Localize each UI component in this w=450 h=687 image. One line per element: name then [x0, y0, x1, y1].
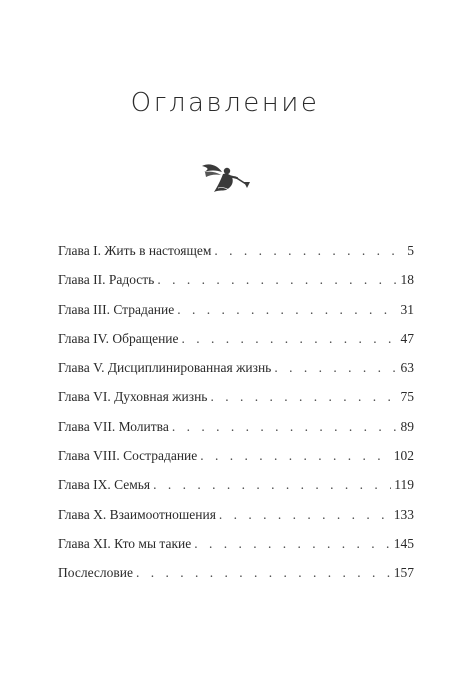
dot-leader [182, 329, 398, 349]
toc-entry[interactable] [58, 387, 414, 416]
toc-entry[interactable] [58, 417, 414, 446]
dot-leader [219, 505, 391, 525]
dot-leader [194, 534, 391, 554]
angel-with-trumpet-icon [196, 160, 256, 196]
toc-entry-title: Послесловие [58, 565, 133, 581]
dot-leader [210, 387, 397, 407]
toc-entry-page: 133 [393, 506, 414, 522]
toc-entry-title: Глава IX. Семья [58, 477, 151, 493]
toc-entry-title: Глава IV. Обращение [58, 330, 179, 346]
toc-entry[interactable] [58, 270, 414, 299]
dot-leader [274, 358, 397, 378]
toc-entry[interactable] [58, 534, 414, 563]
page-title: Оглавление [130, 88, 320, 118]
toc-entry[interactable] [58, 329, 414, 358]
dot-leader [200, 446, 390, 466]
toc-entry-title: Глава VIII. Сострадание [58, 448, 198, 464]
toc-entry-title: Глава VII. Молитва [58, 418, 169, 434]
toc-entry[interactable] [58, 358, 414, 387]
toc-entry-page: 18 [400, 272, 414, 288]
toc-entry-page: 5 [407, 243, 414, 258]
dot-leader [136, 563, 391, 583]
toc-entry-page: 75 [400, 389, 414, 405]
toc-entry-page: 102 [393, 448, 414, 464]
toc-entry[interactable] [58, 241, 414, 270]
toc-entry-title: Глава X. Взаимоотношения [58, 506, 216, 522]
dot-leader [177, 300, 397, 320]
toc-entry[interactable] [58, 563, 414, 592]
toc-entry[interactable] [58, 505, 414, 534]
toc-entry-page: 145 [393, 535, 414, 551]
toc-entry-title: Глава XI. Кто мы такие [58, 535, 192, 551]
toc-entry-title: Глава V. Дисциплинированная жизнь [58, 360, 272, 376]
toc-entry-page: 63 [400, 360, 414, 376]
dot-leader [153, 475, 391, 495]
table-of-contents [58, 241, 414, 593]
toc-entry-page: 31 [400, 301, 414, 317]
toc-entry-page: 157 [393, 565, 414, 581]
dot-leader [157, 270, 397, 290]
dot-leader [172, 417, 398, 437]
dot-leader [214, 241, 404, 261]
toc-entry-title: Глава VI. Духовная жизнь [58, 389, 208, 405]
toc-entry-title: Глава II. Радость [58, 272, 155, 288]
toc-entry[interactable] [58, 300, 414, 329]
toc-entry-page: 47 [400, 330, 414, 346]
toc-entry[interactable] [58, 446, 414, 475]
toc-entry-title: Глава III. Страдание [58, 301, 175, 317]
toc-entry-title: Глава I. Жить в настоящем [58, 243, 212, 258]
toc-entry-page: 119 [394, 477, 414, 493]
toc-entry[interactable] [58, 475, 414, 504]
toc-entry-page: 89 [400, 418, 414, 434]
